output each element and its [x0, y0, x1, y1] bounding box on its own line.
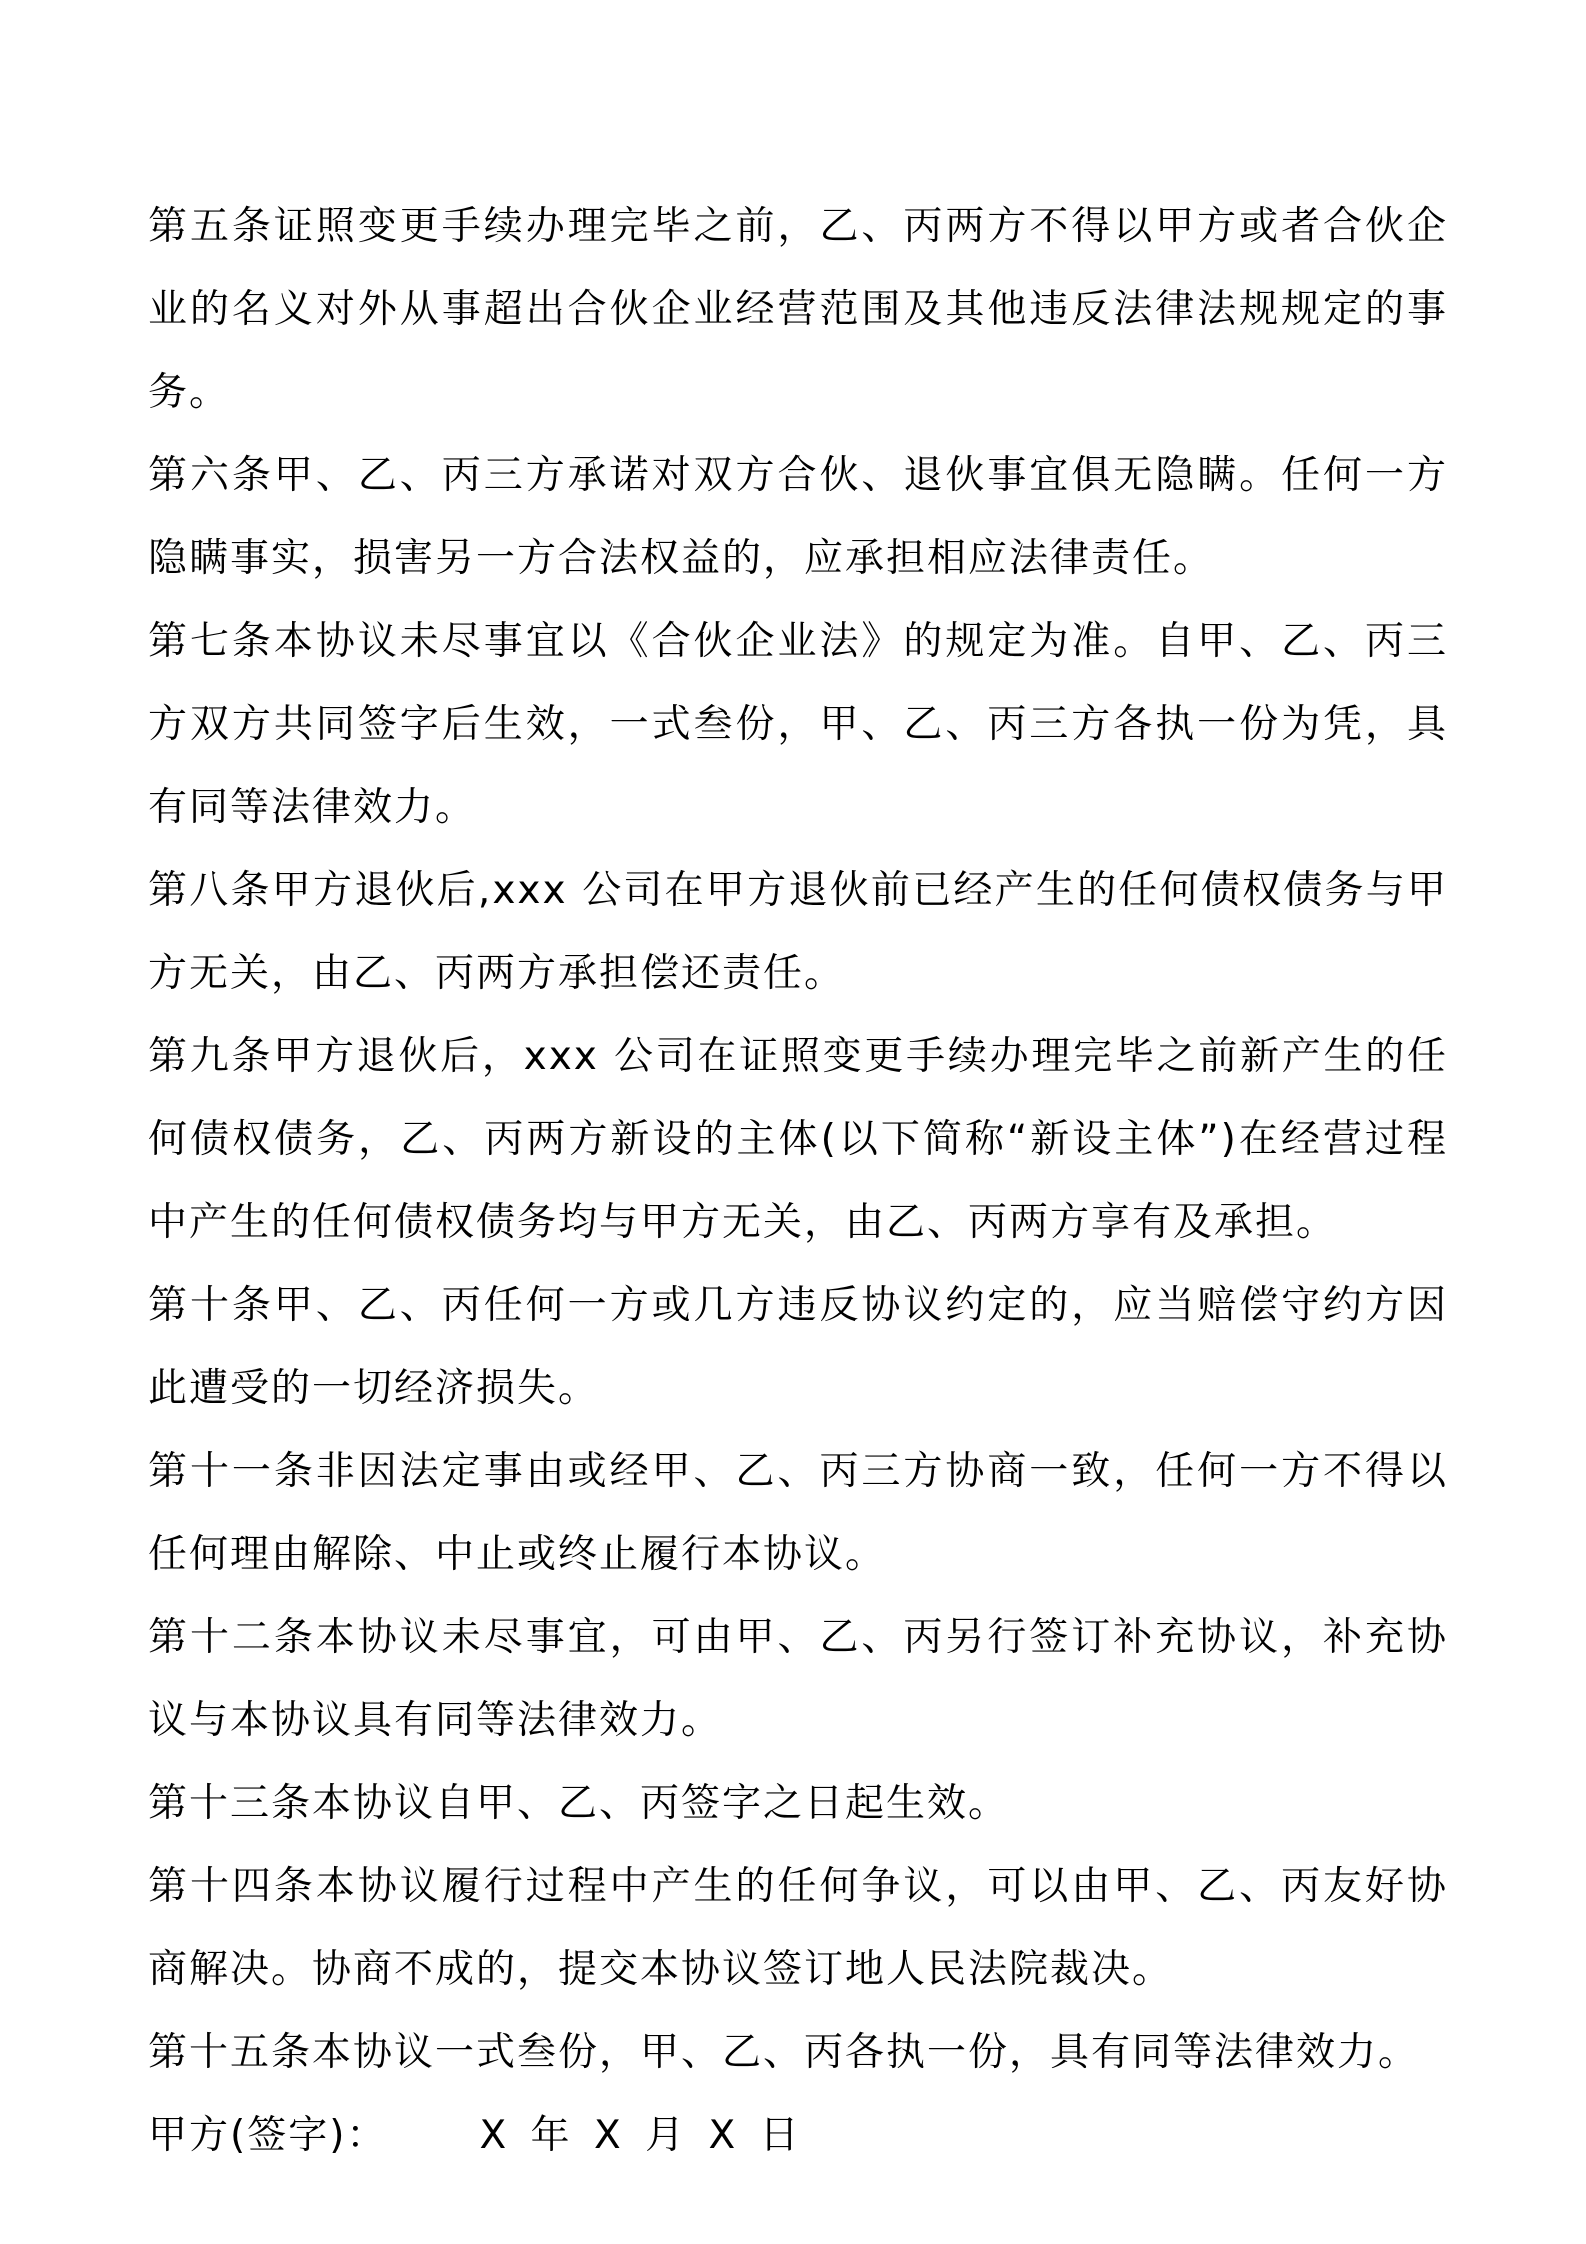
clause-15: 第十五条本协议一式叁份，甲、乙、丙各执一份，具有同等法律效力。: [148, 2030, 1420, 2075]
clause-7: 第七条本协议未尽事宜以《合伙企业法》的规定为准。自甲、乙、丙三方双方共同签字后生效，一式叁份，甲、乙、丙三方各执一份为凭，具有同等法律效力。: [148, 619, 1448, 830]
document-body: [148, 185, 1448, 2177]
clause-12: 第十二条本协议未尽事宜，可由甲、乙、丙另行签订补充协议，补充协议与本协议具有同等法律效力。: [148, 1615, 1448, 1743]
clause-6: 第六条甲、乙、丙三方承诺对双方合伙、退伙事宜俱无隐瞒。任何一方隐瞒事实，损害另一方合法权益的，应承担相应法律责任。: [148, 453, 1448, 581]
clause-8: 第八条甲方退伙后,xxx 公司在甲方退伙前已经产生的任何债权债务与甲方无关，由乙、丙两方承担偿还责任。: [148, 868, 1448, 996]
clause-9: 第九条甲方退伙后，xxx 公司在证照变更手续办理完毕之前新产生的任何债权债务，乙、丙两方新设的主体(以下简称“新设主体”)在经营过程中产生的任何债权债务均与甲方无关，由乙、丙两方享有及承担。: [148, 1034, 1448, 1245]
clause-14: 第十四条本协议履行过程中产生的任何争议，可以由甲、乙、丙友好协商解决。协商不成的，提交本协议签订地人民法院裁决。: [148, 1864, 1448, 1992]
clause-10: 第十条甲、乙、丙任何一方或几方违反协议约定的，应当赔偿守约方因此遭受的一切经济损失。: [148, 1283, 1448, 1411]
signature-date: X 年 X 月 X 日: [479, 2113, 805, 2158]
clause-5: 第五条证照变更手续办理完毕之前，乙、丙两方不得以甲方或者合伙企业的名义对外从事超出合伙企业经营范围及其他违反法律法规规定的事务。: [148, 204, 1448, 415]
signature-line: [148, 2094, 1448, 2177]
clause-11: 第十一条非因法定事由或经甲、乙、丙三方协商一致，任何一方不得以任何理由解除、中止或终止履行本协议。: [148, 1449, 1448, 1577]
clause-13: 第十三条本协议自甲、乙、丙签字之日起生效。: [148, 1781, 1010, 1826]
signature-label: 甲方(签字)：: [148, 2113, 388, 2158]
